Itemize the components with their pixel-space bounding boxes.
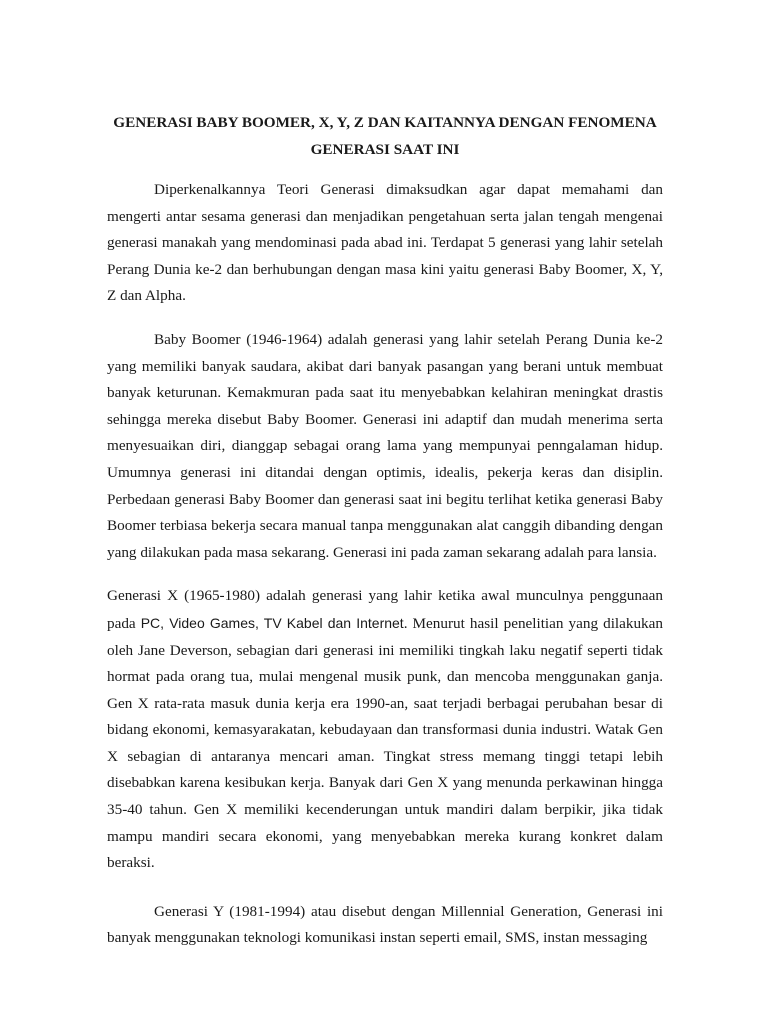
title-line-1: GENERASI BABY BOOMER, X, Y, Z DAN KAITANNYA DENGAN FENOMENA xyxy=(113,114,657,131)
gen-x-text-after: . Menurut hasil penelitian yang dilakukan oleh Jane Deverson, sebagian dari generasi ini memiliki tingkah laku negatif seperti tidak hormat pada orang tua, mulai mengenal musik punk, dan mencoba menggunakan ganja. Gen X rata-rata masuk dunia kerja era 1990-an, saat terjadi berbagai perubahan besar di bidang ekonomi, kemasyarakatan, kebudayaan dan transformasi dunia industri. Watak Gen X sebagian di antaranya mencari aman. Tingkat stress memang tinggi tetapi lebih disebabkan karena kesibukan kerja. Banyak dari Gen X yang menunda perkawinan hingga 35-40 tahun. Gen X memiliki kecenderungan untuk mandiri dalam berpikir, jika tidak mampu mandiri secara ekonomi, yang menyebabkan mereka kurang konkret dalam beraksi. xyxy=(107,614,663,872)
gen-x-text-before: Generasi X (1965-1980) adalah generasi yang lahir ketika awal munculnya penggunaan pada xyxy=(107,587,663,632)
paragraph-generation-x xyxy=(107,583,663,877)
document-title xyxy=(107,110,663,163)
paragraph-generation-y: Generasi Y (1981-1994) atau disebut dengan Millennial Generation, Generasi ini banyak menggunakan teknologi komunikasi instan seperti email, SMS, instan messaging xyxy=(107,902,663,947)
gen-x-technology-list: PC, Video Games, TV Kabel dan Internet xyxy=(140,614,404,631)
paragraph-intro: Diperkenalkannya Teori Generasi dimaksudkan agar dapat memahami dan mengerti antar sesama generasi dan menjadikan pengetahuan serta jalan tengah mengenai generasi manakah yang mendominasi pada abad ini. Terdapat 5 generasi yang lahir setelah Perang Dunia ke-2 dan berhubungan dengan masa kini yaitu generasi Baby Boomer, X, Y, Z dan Alpha. xyxy=(107,181,663,305)
paragraph-baby-boomer: Baby Boomer (1946-1964) adalah generasi yang lahir setelah Perang Dunia ke-2 yang memiliki banyak saudara, akibat dari banyak pasangan yang berani untuk membuat banyak keturunan. Kemakmuran pada saat itu menyebabkan kelahiran meningkat drastis sehingga mereka disebut Baby Boomer. Generasi ini adaptif dan mudah menerima serta menyesuaikan diri, dianggap sebagai orang lama yang mempunyai penngalaman hidup. Umumnya generasi ini ditandai dengan optimis, idealis, pekerja keras dan disiplin. Perbedaan generasi Baby Boomer dan generasi saat ini begitu terlihat ketika generasi Baby Boomer terbiasa bekerja secara manual tanpa menggunakan alat canggih dibanding dengan yang dilakukan pada masa sekarang. Generasi ini pada zaman sekarang adalah para lansia. xyxy=(107,330,663,561)
title-line-2: GENERASI SAAT INI xyxy=(310,140,460,158)
